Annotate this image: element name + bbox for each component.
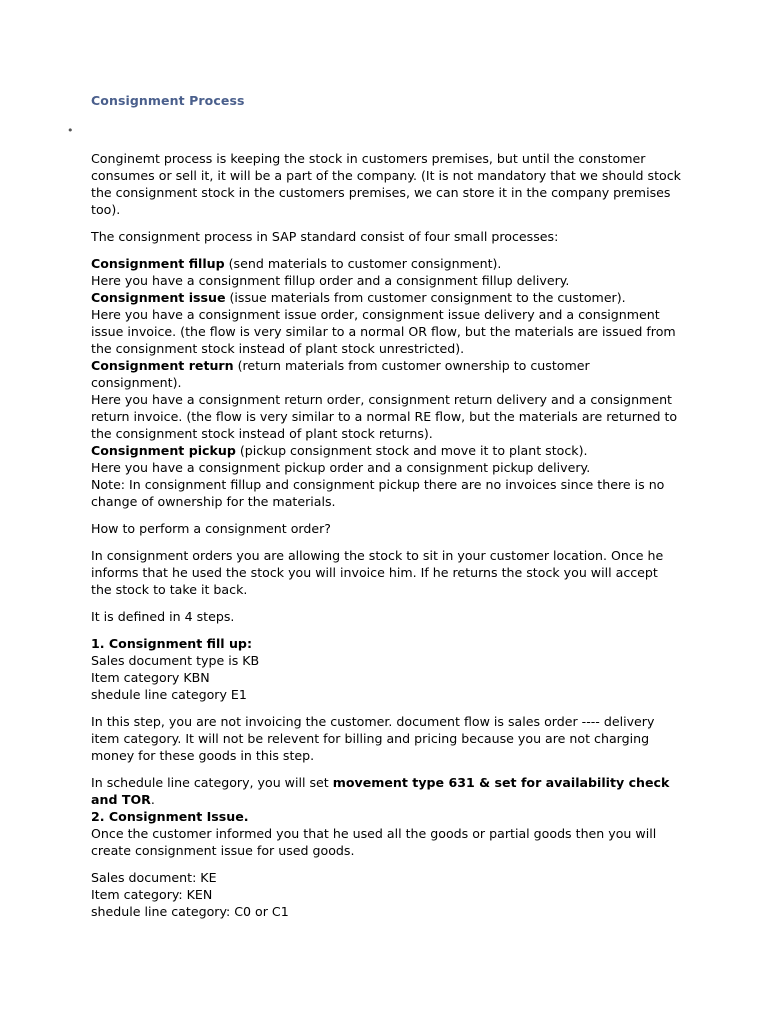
- step2-block: [91, 774, 681, 859]
- step1-description: In this step, you are not invoicing the customer. document flow is sales order ---- delivery item category. It will not be relevent for billing and pricing because you are not charging money for these goods in this step.: [91, 714, 655, 763]
- document-body: [91, 150, 681, 930]
- processes-block: [91, 255, 681, 510]
- sap-intro-paragraph: The consignment process in SAP standard consist of four small processes:: [91, 229, 559, 244]
- issue-label: Consignment issue: [91, 290, 226, 305]
- steps-intro: It is defined in 4 steps.: [91, 609, 235, 624]
- step2-heading: 2. Consignment Issue.: [91, 809, 249, 824]
- pickup-desc: (pickup consignment stock and move it to plant stock).: [235, 443, 588, 458]
- how-to-heading: How to perform a consignment order?: [91, 521, 331, 536]
- how-to-paragraph: In consignment orders you are allowing the stock to sit in your customer location. Once he informs that he used the stock you will invoice him. If he returns the stock you will accept the stock to take it back.: [91, 548, 664, 597]
- pickup-detail: Here you have a consignment pickup order and a consignment pickup delivery.: [91, 460, 591, 475]
- step2-schedule-line: shedule line category: C0 or C1: [91, 904, 289, 919]
- issue-line: [91, 289, 681, 306]
- schedule-bold: movement type 631 & set for availability check and TOR: [91, 775, 670, 807]
- return-label: Consignment return: [91, 358, 234, 373]
- return-desc: (return materials from customer ownership to customer consignment).: [91, 358, 590, 390]
- intro-paragraph: Conginemt process is keeping the stock in customers premises, but until the constomer consumes or sell it, it will be a part of the company. (It is not mandatory that we should stock the consignment stock in the customers premises, we can store it in the company premises too).: [91, 151, 681, 217]
- processes-note: Note: In consignment fillup and consignment pickup there are no invoices since there is no change of ownership for the materials.: [91, 477, 665, 509]
- fillup-line: [91, 255, 681, 272]
- schedule-line-setting: [91, 774, 681, 808]
- issue-desc: (issue materials from customer consignment to the customer).: [225, 290, 626, 305]
- return-detail: Here you have a consignment return order, consignment return delivery and a consignment return invoice. (the flow is very similar to a normal RE flow, but the materials are returned to the consignment stock instead of plant stock returns).: [91, 392, 678, 441]
- page-title: Consignment Process: [91, 93, 245, 108]
- schedule-suffix: .: [150, 792, 155, 807]
- step1-doc-type: Sales document type is KB: [91, 653, 260, 668]
- step2-sales-document: Sales document: KE: [91, 870, 217, 885]
- issue-detail: Here you have a consignment issue order, consignment issue delivery and a consignment issue invoice. (the flow is very similar to a normal OR flow, but the materials are issued from the consignment stock instead of plant stock unrestricted).: [91, 307, 676, 356]
- step1-item-category: Item category KBN: [91, 670, 210, 685]
- bullet-marker: •: [67, 124, 74, 137]
- pickup-label: Consignment pickup: [91, 443, 236, 458]
- fillup-label: Consignment fillup: [91, 256, 225, 271]
- step2-description: Once the customer informed you that he used all the goods or partial goods then you will create consignment issue for used goods.: [91, 826, 657, 858]
- fillup-desc: (send materials to customer consignment).: [224, 256, 502, 271]
- schedule-prefix: In schedule line category, you will set: [91, 775, 333, 790]
- fillup-detail: Here you have a consignment fillup order and a consignment fillup delivery.: [91, 273, 570, 288]
- return-line: [91, 357, 681, 391]
- step1-schedule-line: shedule line category E1: [91, 687, 247, 702]
- step2-item-category: Item category: KEN: [91, 887, 213, 902]
- step1-block: [91, 635, 681, 703]
- pickup-line: [91, 442, 681, 459]
- step2-details: [91, 869, 681, 920]
- step1-heading: 1. Consignment fill up:: [91, 636, 252, 651]
